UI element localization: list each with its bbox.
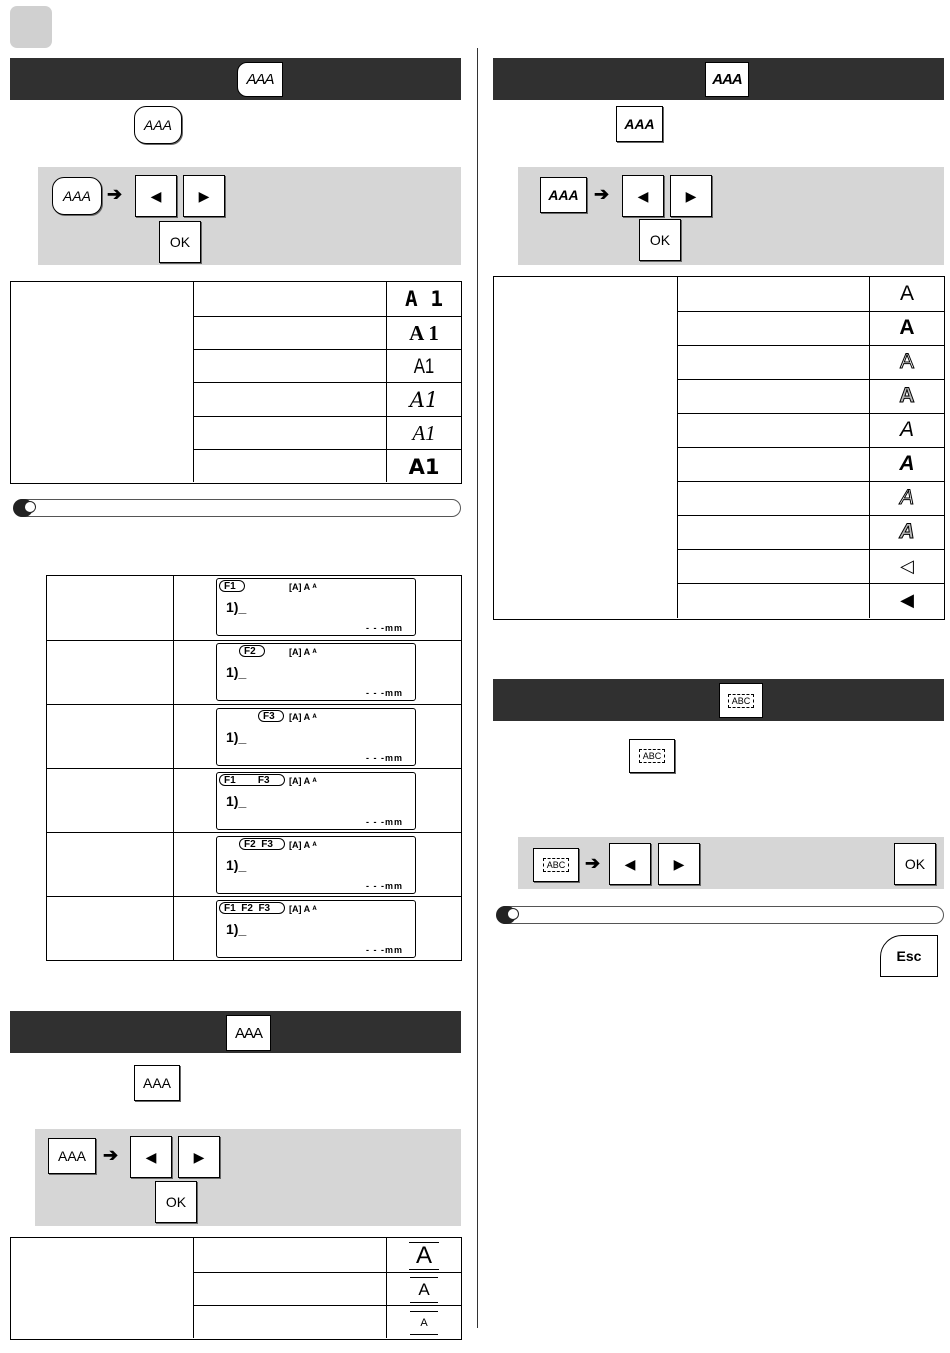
size-instruction-panel xyxy=(35,1129,461,1226)
right-arrow-key: ▶ xyxy=(178,1136,220,1178)
arrow-right-icon: ➔ xyxy=(594,184,610,204)
size-key: AAA xyxy=(48,1138,96,1174)
size-indicator: [A] A ᴬ xyxy=(289,776,317,786)
f-key-indicator: F1 xyxy=(224,581,236,592)
right-arrow-key: ▶ xyxy=(670,175,712,217)
style-key: AAA xyxy=(616,106,663,142)
font-key: AAA xyxy=(134,106,182,144)
table-row xyxy=(193,316,461,349)
length-indicator: - - -mm xyxy=(366,945,403,955)
arrow-right-icon: ➔ xyxy=(103,1145,119,1165)
size-sample xyxy=(387,1240,461,1272)
frame-key-label: ABC xyxy=(639,749,666,763)
table-row xyxy=(193,449,461,482)
font-table xyxy=(10,281,462,484)
font-instruction-panel xyxy=(38,167,461,265)
length-indicator: - - -mm xyxy=(366,688,403,698)
esc-key: Esc xyxy=(880,935,938,977)
cursor-line: 1)_ xyxy=(226,921,247,937)
font-sample: A 1 xyxy=(405,287,443,311)
style-key-icon: AAA xyxy=(705,62,749,97)
arrow-right-icon: ➔ xyxy=(107,184,123,204)
size-sample-text: A xyxy=(409,1242,439,1270)
size-key: AAA xyxy=(134,1065,180,1101)
length-indicator: - - -mm xyxy=(366,817,403,827)
table-row xyxy=(193,416,461,449)
font-sample: A1 xyxy=(413,354,435,378)
style-sample: A xyxy=(899,486,914,509)
f-key-indicator: F1 F3 xyxy=(224,775,270,786)
style-table xyxy=(493,276,945,620)
size-indicator: [A] A ᴬ xyxy=(289,712,317,722)
lcd-display xyxy=(216,578,416,636)
cursor-line: 1)_ xyxy=(226,599,247,615)
size-sample xyxy=(387,1307,461,1338)
font-key-icon: AAA xyxy=(237,62,283,97)
frame-key-label: ABC xyxy=(543,858,570,872)
font-sample: A1 xyxy=(409,388,439,412)
table-row xyxy=(193,382,461,416)
length-indicator: - - -mm xyxy=(366,623,403,633)
f-key-indicator: F1 F2 F3 xyxy=(224,903,271,914)
lcd-display xyxy=(216,772,416,830)
table-row xyxy=(193,282,461,316)
lcd-display xyxy=(216,708,416,766)
left-arrow-key: ◀ xyxy=(135,175,177,217)
lcd-display xyxy=(216,643,416,701)
right-arrow-key: ▶ xyxy=(658,843,700,885)
style-sample: ◀ xyxy=(900,589,914,610)
font-sample: A1 xyxy=(408,454,440,479)
arrow-right-icon: ➔ xyxy=(585,853,601,873)
cursor-line: 1)_ xyxy=(226,857,247,873)
f-key-indicator: F2 F3 xyxy=(244,839,273,850)
font-sample: A1 xyxy=(412,421,436,445)
left-arrow-key: ◀ xyxy=(609,843,651,885)
size-key-icon-label: AAA xyxy=(234,1024,262,1042)
style-sample: A xyxy=(899,418,914,441)
size-key-icon xyxy=(226,1015,271,1051)
left-arrow-key: ◀ xyxy=(622,175,664,217)
cursor-line: 1)_ xyxy=(226,664,247,680)
font-section-header xyxy=(10,58,461,100)
f-key-indicator: F2 xyxy=(244,646,256,657)
size-indicator: [A] A ᴬ xyxy=(289,582,317,592)
style-sample: A xyxy=(899,520,915,543)
size-table xyxy=(10,1237,462,1340)
style-sample: A xyxy=(899,282,914,305)
frame-key-icon xyxy=(719,683,763,718)
font-sample: A 1 xyxy=(409,321,439,345)
size-indicator: [A] A ᴬ xyxy=(289,904,317,914)
frame-instruction-panel xyxy=(518,837,944,889)
length-indicator: - - -mm xyxy=(366,881,403,891)
frame-key xyxy=(629,739,675,773)
size-sample-text: A xyxy=(410,1277,437,1303)
f-key-indicator: F3 xyxy=(263,711,275,722)
length-indicator: - - -mm xyxy=(366,753,403,763)
lcd-display xyxy=(216,836,416,894)
style-sample: A xyxy=(899,384,915,407)
ok-key: OK xyxy=(894,843,936,885)
right-arrow-key: ▶ xyxy=(183,175,225,217)
note-bar xyxy=(14,499,461,517)
style-sample: A xyxy=(899,350,914,373)
ok-key: OK xyxy=(159,221,201,263)
page-tab xyxy=(10,6,52,48)
lcd-display xyxy=(216,900,416,958)
size-sample-text: A xyxy=(410,1311,437,1335)
size-indicator: [A] A ᴬ xyxy=(289,840,317,850)
font-key: AAA xyxy=(52,177,102,215)
frame-key-icon-label: ABC xyxy=(728,694,755,708)
note-bar xyxy=(497,906,944,924)
frame-key xyxy=(533,848,579,882)
cursor-line: 1)_ xyxy=(226,793,247,809)
style-sample: ◁ xyxy=(900,555,914,576)
left-arrow-key: ◀ xyxy=(130,1136,172,1178)
cursor-line: 1)_ xyxy=(226,729,247,745)
style-sample: A xyxy=(899,452,915,475)
column-divider xyxy=(477,48,478,1328)
style-sample: A xyxy=(899,316,915,339)
table-row xyxy=(193,349,461,382)
size-sample xyxy=(387,1274,461,1305)
style-key: AAA xyxy=(540,177,587,213)
ok-key: OK xyxy=(155,1181,197,1223)
ok-key: OK xyxy=(639,219,681,261)
size-indicator: [A] A ᴬ xyxy=(289,647,317,657)
